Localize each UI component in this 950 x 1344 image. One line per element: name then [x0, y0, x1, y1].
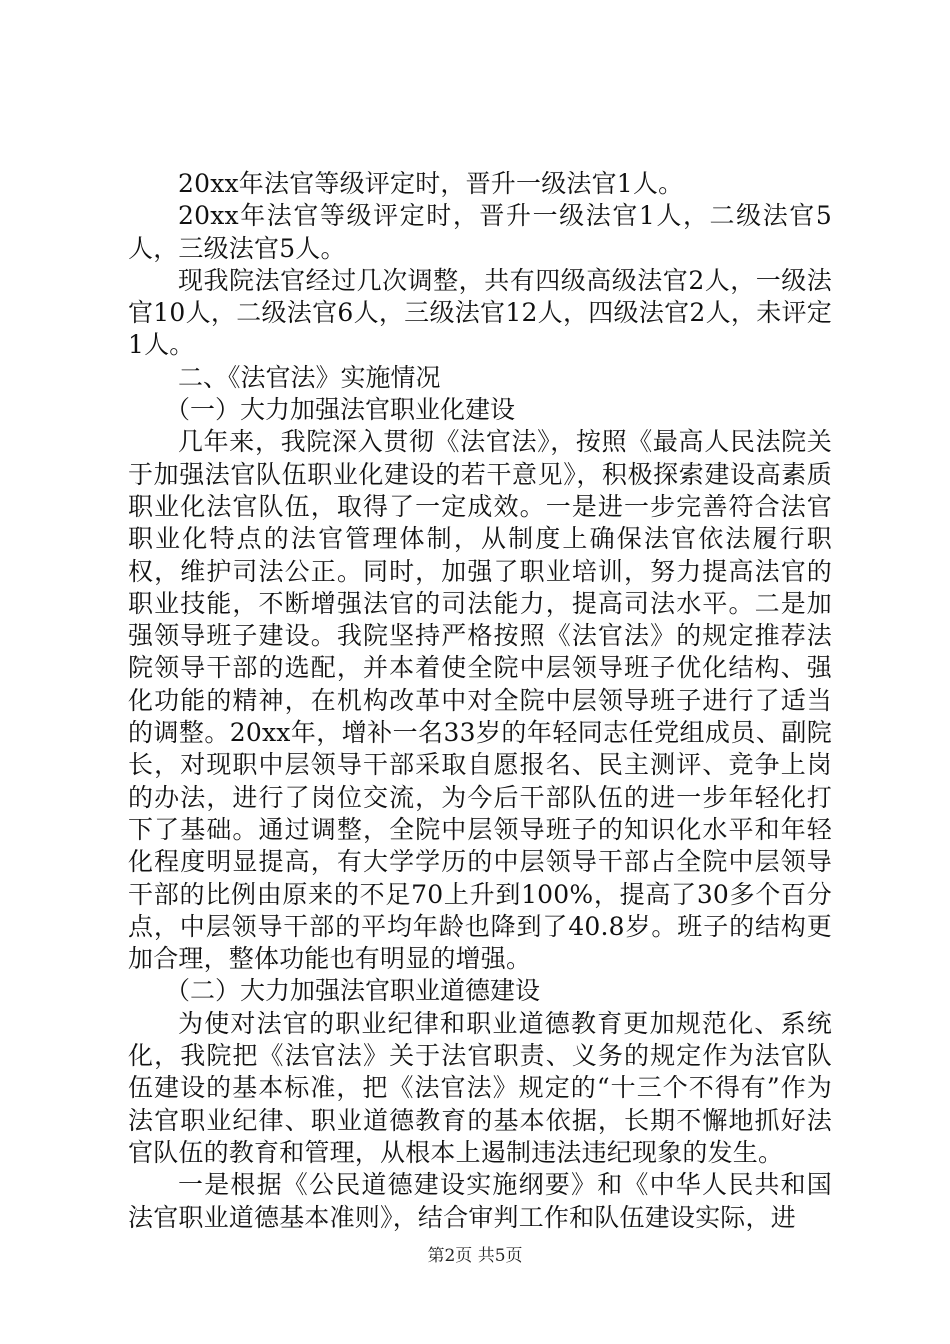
subsection-heading-2: （二）大力加强法官职业道德建设 — [165, 976, 541, 1006]
paragraph-ethics: 为使对法官的职业纪律和职业道德教育更加规范化、系统化，我院把《法官法》关于法官职责、义务的规定作为法官队伍建设的基本标准，把《法官法》规定的“十三个不得有”作为法官职业纪律、职业道德教育的基本依据，长期不懈地抓好法官队伍的教育和管理，从根本上遏制违法违纪现象的发生。 — [128, 1008, 832, 1167]
paragraph-promotion-year-2: 20xx年法官等级评定时，晋升一级法官1人，二级法官5人，三级法官5人。 — [128, 201, 832, 263]
section-heading: 二、《法官法》实施情况 — [178, 362, 441, 392]
document-body — [128, 168, 832, 1234]
paragraph-promotion-year-1: 20xx年法官等级评定时，晋升一级法官1人。 — [178, 169, 684, 198]
page-number-footer: 第2页 共5页 — [427, 1246, 523, 1266]
paragraph-ethics-continued: 一是根据《公民道德建设实施纲要》和《中华人民共和国法官职业道德基本准则》，结合审判工作和队伍建设实际，进 — [128, 1170, 832, 1232]
subsection-heading-1: （一）大力加强法官职业化建设 — [165, 395, 516, 425]
paragraph-current-judges: 现我院法官经过几次调整，共有四级高级法官2人，一级法官10人，二级法官6人，三级法官12人，四级法官2人，未评定1人。 — [128, 265, 832, 360]
paragraph-professionalization: 几年来，我院深入贯彻《法官法》，按照《最高人民法院关于加强法官队伍职业化建设的若干意见》，积极探索建设高素质职业化法官队伍，取得了一定成效。一是进一步完善符合法官职业化特点的法官管理体制，从制度上确保法官依法履行职权，维护司法公正。同时，加强了职业培训，努力提高法官的职业技能，不断增强法官的司法能力，提高司法水平。二是加强领导班子建设。我院坚持严格按照《法官法》的规定推荐法院领导干部的选配，并本着使全院中层领导班子优化结构、强化功能的精神，在机构改革中对全院中层领导班子进行了适当的调整。20xx年，增补一名33岁的年轻同志任党组成员、副院长，对现职中层领导干部采取自愿报名、民主测评、竞争上岗的办法，进行了岗位交流，为今后干部队伍的进一步年轻化打下了基础。通过调整，全院中层领导班子的知识化水平和年轻化程度明显提高，有大学学历的中层领导干部占全院中层领导干部的比例由原来的不足70上升到100%，提高了30多个百分点，中层领导干部的平均年龄也降到了40.8岁。班子的结构更加合理，整体功能也有明显的增强。 — [128, 427, 832, 974]
